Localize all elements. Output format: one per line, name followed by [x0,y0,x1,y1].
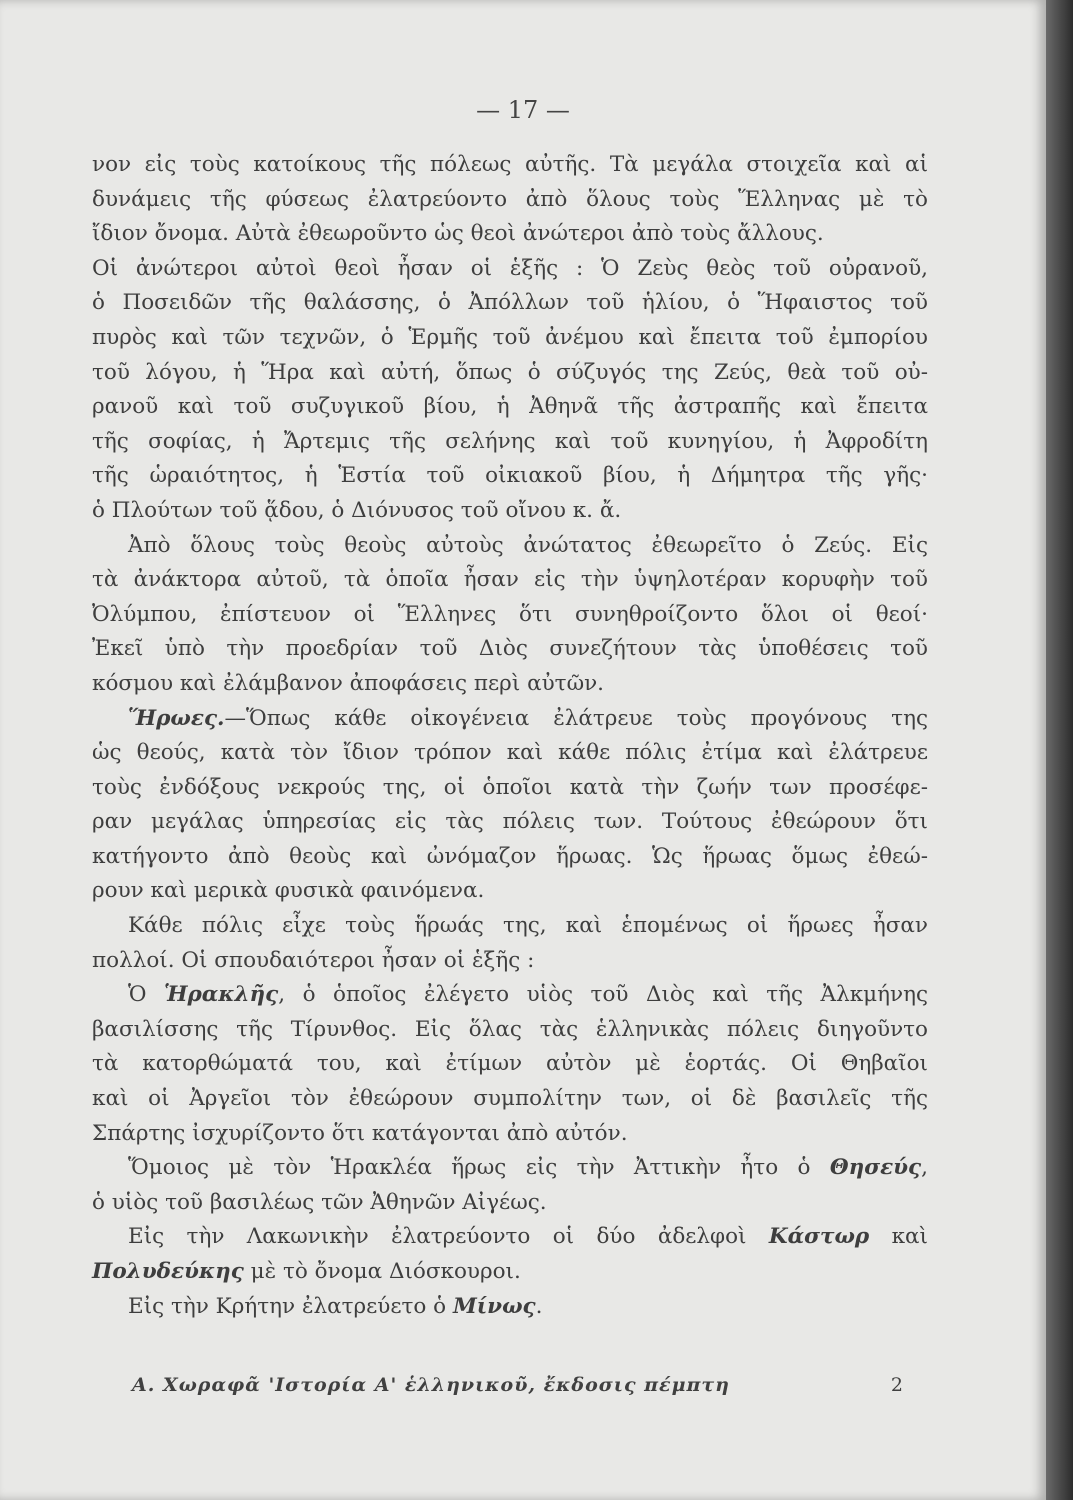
polydeukes-name: Πολυδεύκης [92,1259,244,1284]
text-line: ρανοῦ καὶ τοῦ συζυγικοῦ βίου, ἡ Ἀθηνᾶ τῆς ἀστραπῆς καὶ ἔπειτα [92,394,928,420]
minos-post: . [535,1293,543,1319]
theseus-post: , [921,1155,928,1181]
herakles-name: Ἡρακλῆς [163,982,279,1008]
text-line: τοῦ λόγου, ἡ Ἥρα καὶ αὐτή, ὅπως ὁ σύζυγός της Ζεύς, θεὰ τοῦ οὐ- [92,359,928,385]
herakles-pre: Ὁ [128,982,164,1008]
text-line: ὁ Ποσειδῶν τῆς θαλάσσης, ὁ Ἀπόλλων τοῦ ἡλίου, ὁ Ἥφαιστος τοῦ [92,290,928,316]
text-line: Κάθε πόλις εἶχε τοὺς ἥρωάς της, καὶ ἑπομένως οἱ ἥρωες ἦσαν [128,913,928,939]
text-line: δυνάμεις τῆς φύσεως ἐλατρεύοντο ἀπὸ ὅλους τοὺς Ἕλληνας μὲ τὸ [92,186,928,212]
dioscuri-and: καὶ [869,1224,928,1250]
signature-mark: 2 [890,1374,904,1396]
heroes-first-text: Ὅπως κάθε οἰκογένεια ἐλάτρευε τοὺς προγόνους της [246,705,928,731]
theseus-pre: Ὅμοιος μὲ τὸν Ἡρακλέα ἥρως εἰς τὴν Ἀττικὴν ἦτο ὁ [128,1155,830,1181]
page-number: — 17 — [476,96,570,124]
text-line: καὶ οἱ Ἀργεῖοι τὸν ἐθεώρουν συμπολίτην των, οἱ δὲ βασιλεῖς τῆς [92,1086,928,1112]
footer [132,1374,928,1396]
text-line: νον εἰς τοὺς κατοίκους τῆς πόλεως αὐτῆς. Τὰ μεγάλα στοιχεῖα καὶ αἱ [92,152,928,177]
dioscuri-rest: μὲ τὸ ὄνομα Διόσκουροι. [243,1259,521,1284]
text-line: ὡς θεούς, κατὰ τὸν ἴδιον τρόπον καὶ κάθε πόλις ἐτίμα καὶ ἐλάτρευε [92,740,928,766]
page-edge-shadow [1046,0,1073,1500]
text-line: τῆς σοφίας, ἡ Ἄρτεμις τῆς σελήνης καὶ τοῦ κυνηγίου, ἡ Ἀφροδίτη [92,428,928,454]
theseus-line [92,1151,928,1186]
kastor-name: Κάστωρ [768,1224,870,1250]
text-line: τὰ κατορθώματά του, καὶ ἐτίμων αὐτὸν μὲ ἑορτάς. Οἱ Θηβαῖοι [92,1051,928,1077]
theseus-name: Θησεύς [829,1155,922,1181]
text-line: βασιλίσσης τῆς Τίρυνθος. Εἰς ὅλας τὰς ἑλληνικὰς πόλεις διηγοῦντο [92,1016,928,1042]
text-line: ὁ υἱὸς τοῦ βασιλέως τῶν Ἀθηνῶν Αἰγέως. [92,1189,547,1215]
text-line: ρουν καὶ μερικὰ φυσικὰ φαινόμενα. [92,878,485,904]
heroes-dash: — [224,705,247,731]
herakles-rest: , ὁ ὁποῖος ἐλέγετο υἱὸς τοῦ Διὸς καὶ τῆς Ἀλκμήνης [278,982,928,1008]
dioscuri-line-2 [92,1255,928,1290]
text-line: τῆς ὡραιότητος, ἡ Ἑστία τοῦ οἰκιακοῦ βίου, ἡ Δήμητρα τῆς γῆς· [92,463,928,489]
minos-name: Μίνως [452,1293,536,1319]
dioscuri-line [92,1220,928,1255]
footer-text: Α. Χωραφᾶ 'Ιστορία Α' ἑλληνικοῦ, ἔκδοσις πέμπτη [132,1374,730,1396]
dioscuri-pre: Εἰς τὴν Λακωνικὴν ἐλατρεύοντο οἱ δύο ἀδελφοὶ [128,1224,769,1250]
heroes-line [92,702,928,737]
text-line: Ἐκεῖ ὑπὸ τὴν προεδρίαν τοῦ Διὸς συνεζήτουν τὰς ὑποθέσεις τοῦ [92,636,928,662]
text-line: κατήγοντο ἀπὸ θεοὺς καὶ ὠνόμαζον ἥρωας. Ὡς ἥρωας ὅμως ἐθεώ- [92,843,928,869]
minos-pre: Εἰς τὴν Κρήτην ἐλατρεύετο ὁ [128,1293,453,1319]
text-line: τοὺς ἐνδόξους νεκρούς της, οἱ ὁποῖοι κατὰ τὴν ζωήν των προσέφε- [92,774,928,800]
herakles-line [92,978,928,1013]
text-line: Σπάρτης ἰσχυρίζοντο ὅτι κατάγονται ἀπὸ αὐτόν. [92,1120,628,1146]
text-line: τὰ ἀνάκτορα αὐτοῦ, τὰ ὁποῖα ἦσαν εἰς τὴν ὑψηλοτέραν κορυφὴν τοῦ [92,567,928,593]
text-line: ραν μεγάλας ὑπηρεσίας εἰς τὰς πόλεις των. Τούτους ἐθεώρουν ὅτι [92,809,928,835]
text-line: Ἀπὸ ὅλους τοὺς θεοὺς αὐτοὺς ἀνώτατος ἐθεωρεῖτο ὁ Ζεύς. Εἰς [128,532,928,558]
text-line: ὁ Πλούτων τοῦ ᾅδου, ὁ Διόνυσος τοῦ οἴνου κ. ἄ. [92,497,622,523]
heroes-heading: Ἥρωες. [128,705,225,731]
minos-line [92,1290,928,1325]
text-line: κόσμου καὶ ἐλάμβανον ἀποφάσεις περὶ αὐτῶν. [92,670,605,696]
text-line: ἴδιον ὄνομα. Αὐτὰ ἐθεωροῦντο ὡς θεοὶ ἀνώτεροι ἀπὸ τοὺς ἄλλους. [92,221,824,247]
text-line: Ὀλύμπου, ἐπίστευον οἱ Ἕλληνες ὅτι συνηθροίζοντο ὅλοι οἱ θεοί· [92,601,928,627]
text-line: πυρὸς καὶ τῶν τεχνῶν, ὁ Ἑρμῆς τοῦ ἀνέμου καὶ ἔπειτα τοῦ ἐμπορίου [92,324,928,350]
body-text [92,148,928,1324]
text-line: Οἱ ἀνώτεροι αὐτοὶ θεοὶ ἦσαν οἱ ἑξῆς : Ὁ Ζεὺς θεὸς τοῦ οὐρανοῦ, [92,255,928,281]
text-line: πολλοί. Οἱ σπουδαιότεροι ἦσαν οἱ ἑξῆς : [92,947,535,973]
